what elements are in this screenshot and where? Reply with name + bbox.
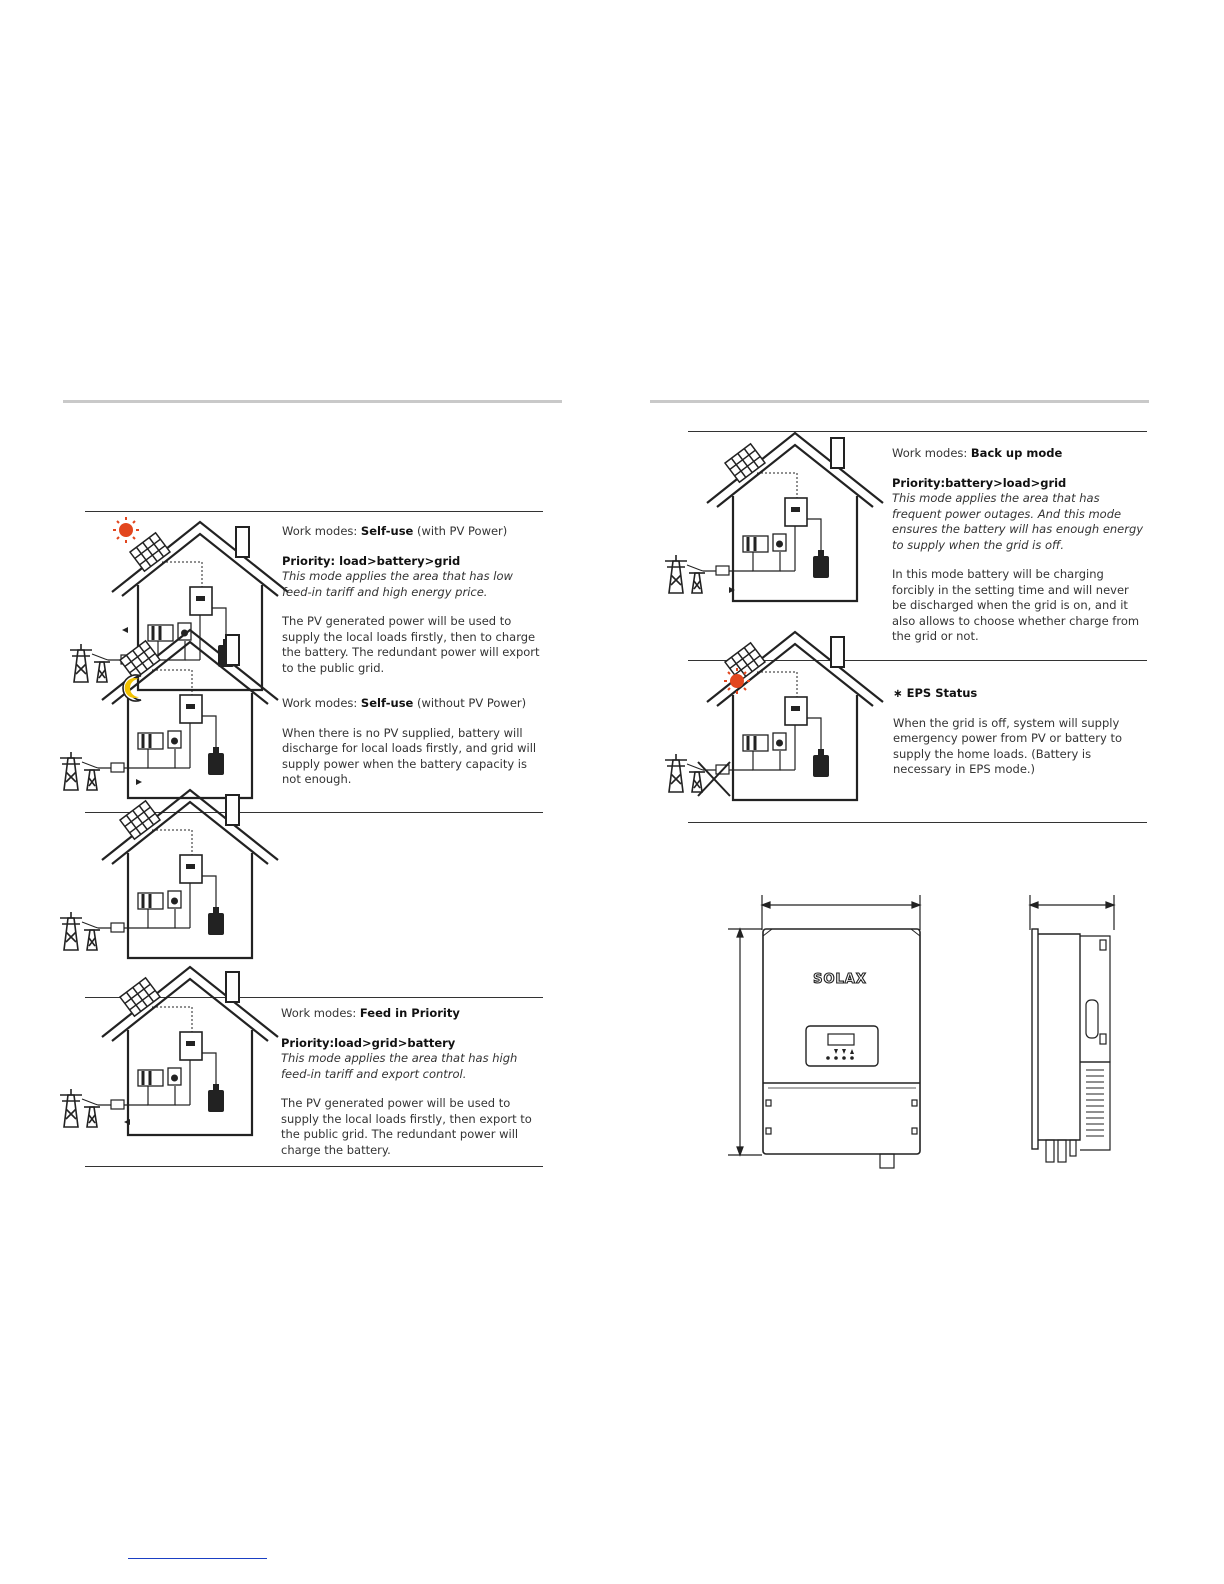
- eps-description: When the grid is off, system will supply emergency power from PV or battery to supply the home loads. (Battery is necessary in EPS mode.): [893, 715, 1122, 776]
- mode-name: Self-use: [360, 524, 414, 538]
- mode-note: This mode applies the area that has high feed-in tariff and export control.: [281, 1051, 518, 1081]
- divider: [688, 431, 1147, 432]
- mode-prefix: Work modes:: [282, 524, 358, 538]
- mode-note: This mode applies the area that has frequent power outages. And this mode ensures the battery will has enough energy to supply when the grid is off.: [892, 491, 1144, 552]
- mode-prefix: Work modes:: [282, 696, 358, 710]
- right-header-rule: [650, 400, 1149, 403]
- mode-note: This mode applies the area that has low feed-in tariff and high energy price.: [282, 569, 513, 599]
- mode-description: The PV generated power will be used to supply the local loads firstly, then to charge the battery. The redundant power will export to the public grid.: [282, 614, 540, 675]
- mode-name: Self-use: [360, 696, 414, 710]
- divider: [688, 822, 1147, 823]
- mode-description: The PV generated power will be used to supply the local loads firstly, then export to the public grid. The redundant power will charge the battery.: [281, 1096, 532, 1157]
- eps-status-text: [893, 686, 1145, 778]
- mode-name: Back up mode: [970, 446, 1063, 460]
- divider: [85, 511, 543, 512]
- mode-priority: Priority:battery>load>grid: [892, 475, 1067, 490]
- inverter-logo: SOLAX: [813, 972, 867, 987]
- mode-priority: Priority: load>battery>grid: [282, 553, 461, 568]
- hyperlink-underline[interactable]: [128, 1558, 267, 1559]
- sun-icon: [113, 517, 139, 543]
- left-header-rule: [63, 400, 562, 403]
- mode-description: In this mode battery will be charging forcibly in the setting time and will never be discharged when the grid is on, and it also allows to choose whether charge from the grid or not.: [892, 567, 1140, 643]
- backup-mode-text: [892, 446, 1144, 645]
- divider: [85, 1166, 543, 1167]
- mode-suffix: (without PV Power): [417, 696, 527, 710]
- feed-in-priority-text: [281, 1006, 543, 1158]
- mode-description: When there is no PV supplied, battery will discharge for local loads firstly, and grid will supply power when the battery capacity is not enough.: [282, 725, 537, 786]
- mode-suffix: (with PV Power): [417, 524, 508, 538]
- eps-title: ∗ EPS Status: [893, 686, 978, 700]
- self-use-no-pv-text: [282, 696, 542, 788]
- mode-name: Feed in Priority: [359, 1006, 460, 1020]
- mode-priority: Priority:load>grid>battery: [281, 1035, 456, 1050]
- mode-prefix: Work modes:: [892, 446, 968, 460]
- grid-off-cross-icon: [698, 762, 730, 796]
- mode-prefix: Work modes:: [281, 1006, 357, 1020]
- self-use-pv-text: [282, 524, 542, 676]
